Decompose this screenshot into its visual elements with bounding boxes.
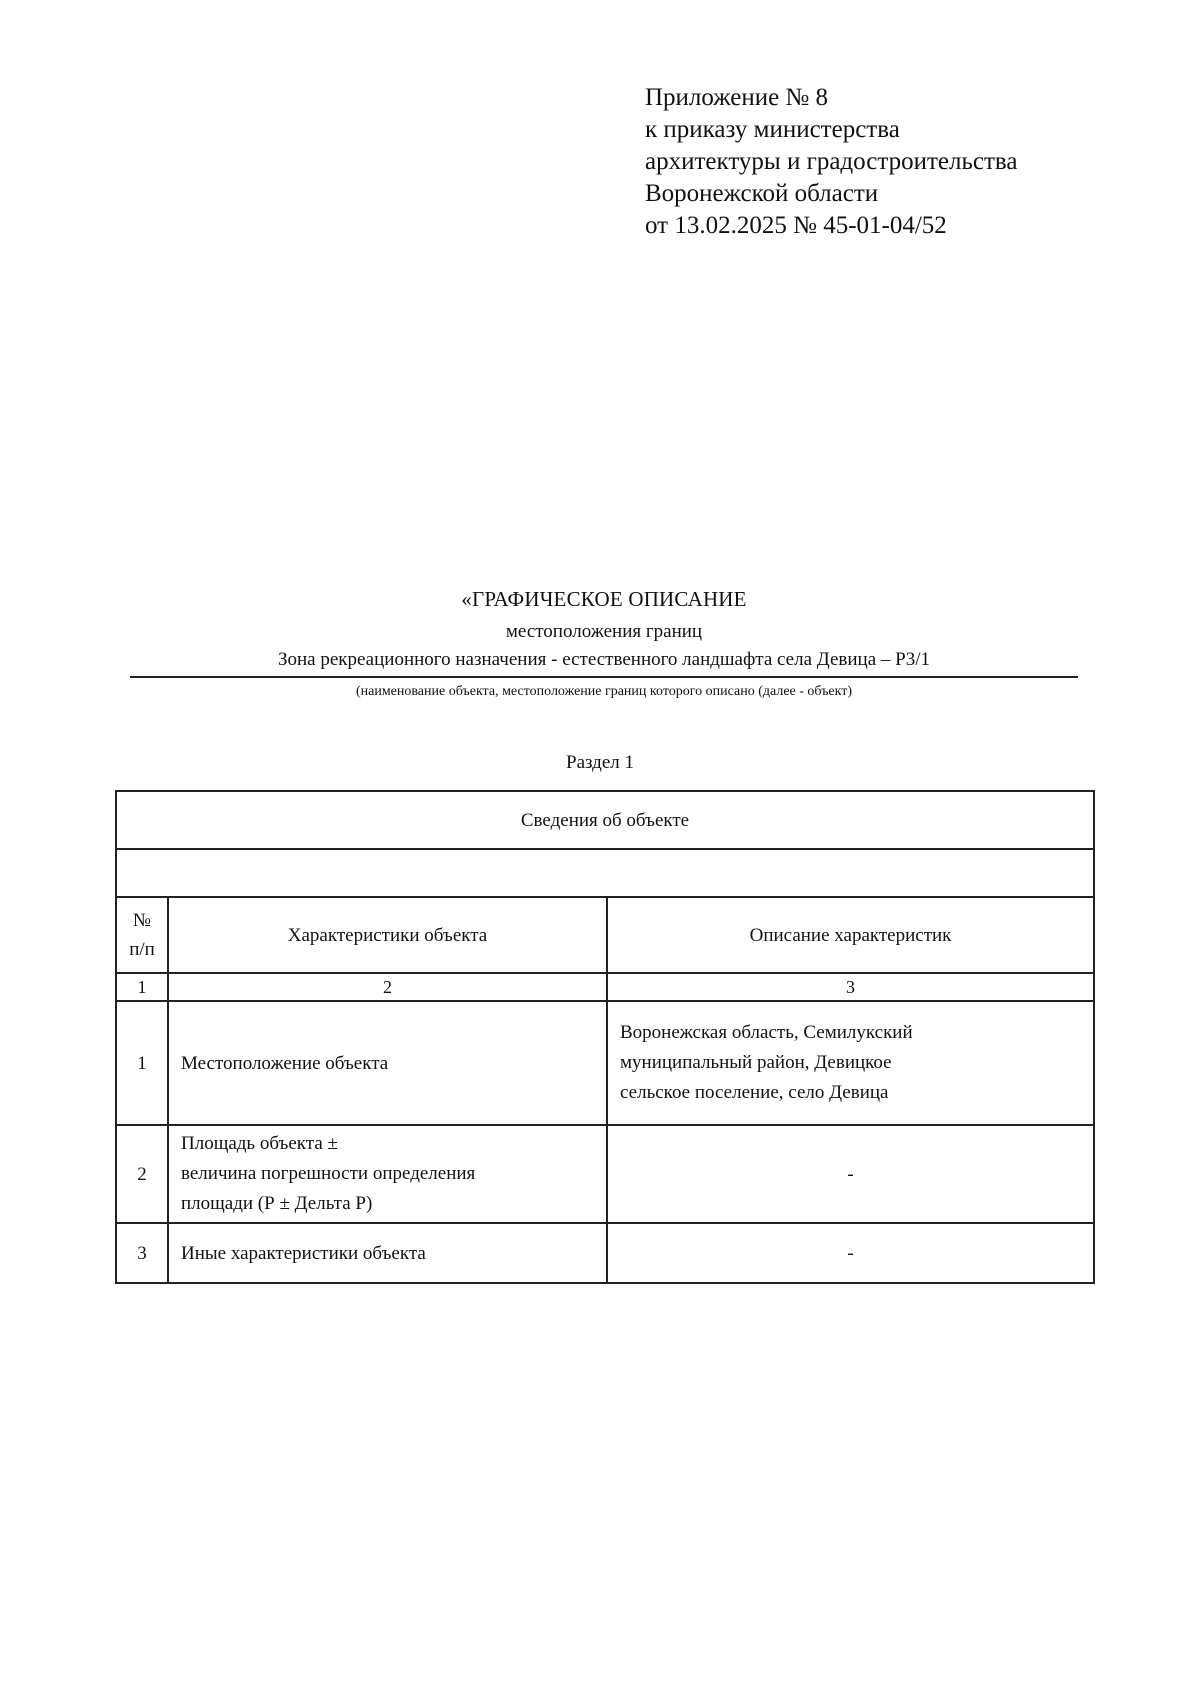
row-characteristic-line: Площадь объекта ±: [181, 1133, 338, 1154]
appendix-line: от 13.02.2025 № 45-01-04/52: [645, 212, 947, 239]
row-number: 1: [116, 1001, 168, 1125]
table-row: [116, 1223, 1094, 1283]
table-empty-cell: [116, 849, 1094, 897]
table-empty-row: [116, 849, 1094, 897]
row-description: [607, 1001, 1094, 1125]
table-header: Сведения об объекте: [116, 791, 1094, 849]
column-header-number-line: №: [132, 910, 152, 931]
row-characteristic-line: величина погрешности определения: [181, 1163, 476, 1184]
column-number: 3: [607, 973, 1094, 1001]
appendix-line: Воронежской области: [645, 180, 879, 207]
row-characteristic: Местоположение объекта: [168, 1001, 607, 1125]
column-header-characteristics: Характеристики объекта: [168, 897, 607, 973]
row-description: -: [607, 1223, 1094, 1283]
column-header-row: [116, 897, 1094, 973]
column-header-number-line: п/п: [129, 939, 155, 960]
row-characteristic-line: площади (Р ± Дельта Р): [181, 1193, 373, 1214]
appendix-line: Приложение № 8: [645, 84, 829, 111]
row-description-line: Воронежская область, Семилукский: [620, 1022, 913, 1043]
appendix-line: архитектуры и градостроительства: [645, 148, 1018, 175]
column-header-description: Описание характеристик: [607, 897, 1094, 973]
column-number-row: [116, 973, 1094, 1001]
row-description: -: [607, 1125, 1094, 1223]
section-label: Раздел 1: [566, 752, 634, 773]
object-info-table: [115, 790, 1095, 1284]
appendix-line: к приказу министерства: [645, 116, 900, 143]
table-row: [116, 1125, 1094, 1223]
object-name: Зона рекреационного назначения - естественного ландшафта села Девица – Р3/1: [130, 646, 1078, 678]
row-description-line: сельское поселение, село Девица: [620, 1082, 889, 1103]
table-row: [116, 1001, 1094, 1125]
row-number: 2: [116, 1125, 168, 1223]
appendix-block: [645, 82, 1017, 242]
table-header-row: [116, 791, 1094, 849]
document-title: «ГРАФИЧЕСКОЕ ОПИСАНИЕ: [461, 587, 747, 611]
title-block: [130, 584, 1078, 702]
row-description-line: муниципальный район, Девицкое: [620, 1052, 892, 1073]
row-characteristic: Иные характеристики объекта: [168, 1223, 607, 1283]
document-subtitle: местоположения границ: [505, 621, 703, 642]
row-characteristic: [168, 1125, 607, 1223]
column-number: 1: [116, 973, 168, 1001]
object-name-note: (наименование объекта, местоположение границ которого описано (далее - объект): [355, 684, 853, 699]
column-header-number: [116, 897, 168, 973]
row-number: 3: [116, 1223, 168, 1283]
column-number: 2: [168, 973, 607, 1001]
